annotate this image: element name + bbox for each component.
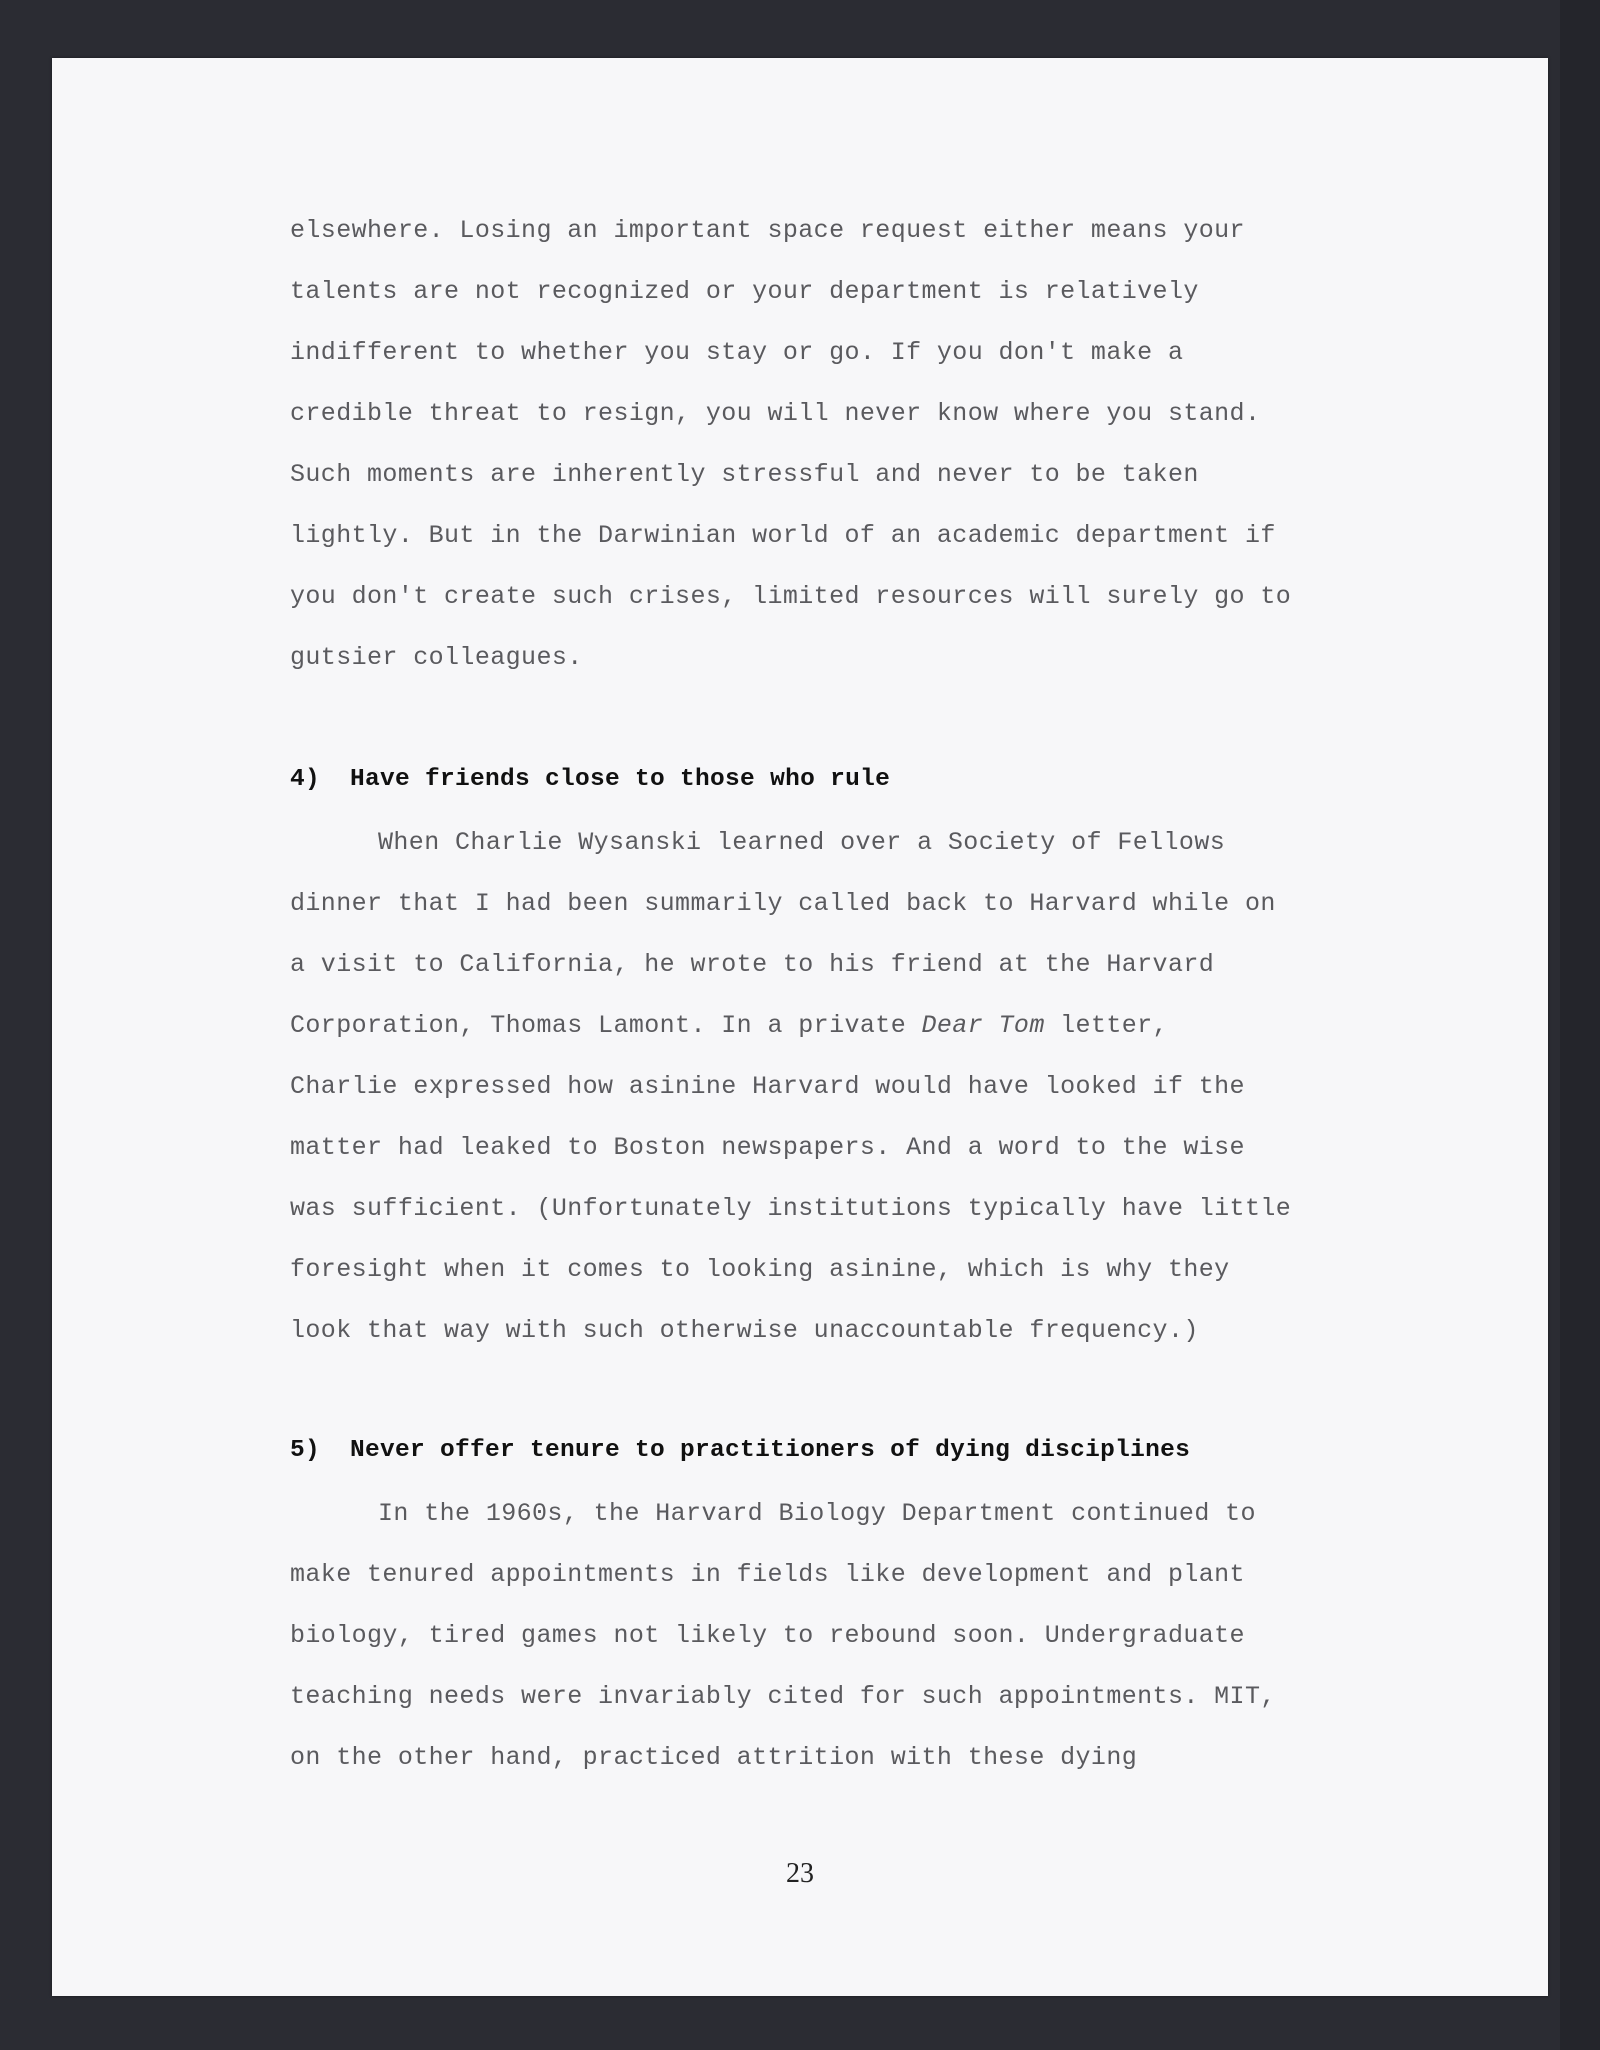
section-number: 4) bbox=[290, 766, 321, 793]
text-line: gutsier colleagues. bbox=[290, 643, 583, 672]
section-number: 5) bbox=[290, 1437, 321, 1464]
section-5-paragraph bbox=[290, 1483, 1410, 1788]
text-line: was sufficient. (Unfortunately institutions typically have little bbox=[290, 1194, 1292, 1223]
text-line: look that way with such otherwise unaccountable frequency.) bbox=[290, 1316, 1199, 1345]
text-line: biology, tired games not likely to rebound soon. Undergraduate bbox=[290, 1621, 1245, 1650]
text-line: dinner that I had been summarily called back to Harvard while on bbox=[290, 889, 1276, 918]
text-segment: letter, bbox=[1044, 1011, 1168, 1040]
text-line: lightly. But in the Darwinian world of an academic department if bbox=[290, 521, 1276, 550]
text-line: credible threat to resign, you will never know where you stand. bbox=[290, 399, 1261, 428]
section-title: Have friends close to those who rule bbox=[350, 766, 891, 793]
text-line: elsewhere. Losing an important space request either means your bbox=[290, 216, 1245, 245]
document-page bbox=[52, 58, 1548, 1996]
text-segment: Corporation, Thomas Lamont. In a private bbox=[290, 1011, 922, 1040]
italic-phrase: Dear Tom bbox=[921, 1011, 1045, 1040]
text-line: indifferent to whether you stay or go. If you don't make a bbox=[290, 338, 1184, 367]
text-line: talents are not recognized or your department is relatively bbox=[290, 277, 1199, 306]
section-4-paragraph bbox=[290, 812, 1410, 1361]
page-number: 23 bbox=[786, 1858, 814, 1889]
text-line: teaching needs were invariably cited for such appointments. MIT, bbox=[290, 1682, 1276, 1711]
text-line: Such moments are inherently stressful and never to be taken bbox=[290, 460, 1199, 489]
continued-paragraph bbox=[290, 200, 1410, 688]
section-5-heading bbox=[290, 1431, 1190, 1471]
text-line: a visit to California, he wrote to his friend at the Harvard bbox=[290, 950, 1215, 979]
text-line: matter had leaked to Boston newspapers. And a word to the wise bbox=[290, 1133, 1245, 1162]
text-line: you don't create such crises, limited resources will surely go to bbox=[290, 582, 1292, 611]
text-line: foresight when it comes to looking asinine, which is why they bbox=[290, 1255, 1230, 1284]
text-line: Charlie expressed how asinine Harvard would have looked if the bbox=[290, 1072, 1245, 1101]
text-line: make tenured appointments in fields like development and plant bbox=[290, 1560, 1245, 1589]
text-line-with-italic bbox=[290, 995, 1410, 1056]
text-line: on the other hand, practiced attrition with these dying bbox=[290, 1743, 1138, 1772]
text-line: When Charlie Wysanski learned over a Society of Fellows bbox=[378, 828, 1226, 857]
backdrop-edge bbox=[1560, 0, 1600, 2050]
text-line: In the 1960s, the Harvard Biology Department continued to bbox=[378, 1499, 1256, 1528]
section-4-heading bbox=[290, 760, 890, 800]
section-title: Never offer tenure to practitioners of dying disciplines bbox=[350, 1437, 1191, 1464]
